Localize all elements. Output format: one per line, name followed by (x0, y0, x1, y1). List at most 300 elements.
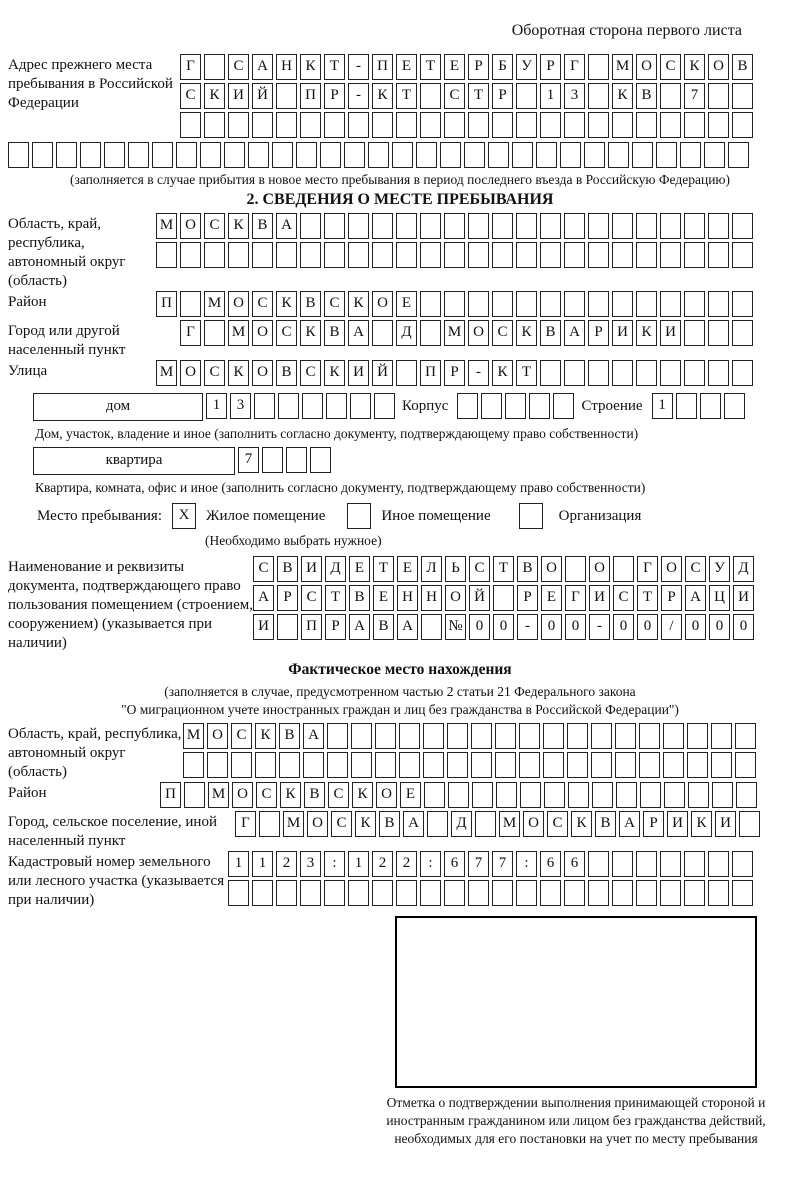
char-box[interactable]: С (204, 213, 225, 239)
char-box[interactable]: С (276, 320, 297, 346)
char-box[interactable] (310, 447, 331, 473)
char-box[interactable] (348, 242, 369, 268)
char-box[interactable] (204, 112, 225, 138)
stay-type-checkbox-other[interactable] (347, 503, 371, 529)
char-box[interactable]: Н (397, 585, 418, 611)
char-box[interactable] (708, 213, 729, 239)
char-box[interactable]: О (589, 556, 610, 582)
char-box[interactable]: О (252, 360, 273, 386)
char-box[interactable] (183, 752, 204, 778)
char-box[interactable]: А (403, 811, 424, 837)
char-box[interactable] (224, 142, 245, 168)
char-box[interactable] (516, 880, 537, 906)
char-box[interactable]: Т (637, 585, 658, 611)
char-box[interactable] (688, 782, 709, 808)
char-box[interactable] (372, 112, 393, 138)
char-box[interactable] (481, 393, 502, 419)
char-box[interactable]: 1 (540, 83, 561, 109)
char-box[interactable] (492, 213, 513, 239)
char-box[interactable] (493, 585, 514, 611)
char-box[interactable] (588, 54, 609, 80)
char-box[interactable] (516, 112, 537, 138)
char-box[interactable] (687, 723, 708, 749)
char-box[interactable]: С (660, 54, 681, 80)
char-box[interactable] (516, 291, 537, 317)
char-box[interactable] (468, 880, 489, 906)
char-box[interactable]: Р (492, 83, 513, 109)
char-box[interactable]: Т (516, 360, 537, 386)
char-box[interactable]: 6 (540, 851, 561, 877)
char-box[interactable] (704, 142, 725, 168)
char-box[interactable]: К (352, 782, 373, 808)
char-box[interactable] (735, 752, 756, 778)
char-box[interactable] (176, 142, 197, 168)
char-box[interactable]: В (595, 811, 616, 837)
char-box[interactable]: В (373, 614, 394, 640)
char-box[interactable]: С (547, 811, 568, 837)
char-box[interactable]: М (156, 360, 177, 386)
char-box[interactable] (553, 393, 574, 419)
char-box[interactable] (592, 782, 613, 808)
char-box[interactable] (475, 811, 496, 837)
char-box[interactable]: Р (324, 83, 345, 109)
char-box[interactable]: И (733, 585, 754, 611)
char-box[interactable]: : (516, 851, 537, 877)
char-box[interactable] (708, 851, 729, 877)
char-box[interactable] (512, 142, 533, 168)
char-box[interactable] (248, 142, 269, 168)
char-box[interactable]: М (183, 723, 204, 749)
char-box[interactable] (228, 112, 249, 138)
char-box[interactable] (591, 752, 612, 778)
char-box[interactable] (612, 880, 633, 906)
char-box[interactable] (564, 880, 585, 906)
char-box[interactable]: М (228, 320, 249, 346)
char-box[interactable] (636, 242, 657, 268)
char-box[interactable] (231, 752, 252, 778)
char-box[interactable] (660, 213, 681, 239)
char-box[interactable] (228, 242, 249, 268)
char-box[interactable] (588, 83, 609, 109)
char-box[interactable] (567, 752, 588, 778)
char-box[interactable] (372, 242, 393, 268)
char-box[interactable] (664, 782, 685, 808)
char-box[interactable] (300, 242, 321, 268)
char-box[interactable] (568, 782, 589, 808)
char-box[interactable]: В (276, 360, 297, 386)
char-box[interactable]: В (252, 213, 273, 239)
char-box[interactable]: К (300, 320, 321, 346)
char-box[interactable]: 3 (564, 83, 585, 109)
char-box[interactable] (204, 54, 225, 80)
char-box[interactable] (536, 142, 557, 168)
char-box[interactable] (543, 723, 564, 749)
char-box[interactable] (540, 291, 561, 317)
char-box[interactable]: С (253, 556, 274, 582)
char-box[interactable] (612, 851, 633, 877)
char-box[interactable] (468, 213, 489, 239)
char-box[interactable]: С (331, 811, 352, 837)
char-box[interactable]: Т (325, 585, 346, 611)
char-box[interactable] (326, 393, 347, 419)
char-box[interactable] (421, 614, 442, 640)
char-box[interactable] (351, 752, 372, 778)
char-box[interactable] (543, 752, 564, 778)
char-box[interactable] (684, 360, 705, 386)
char-box[interactable] (700, 393, 721, 419)
char-box[interactable] (104, 142, 125, 168)
char-box[interactable] (660, 851, 681, 877)
char-box[interactable]: К (516, 320, 537, 346)
char-box[interactable]: 0 (685, 614, 706, 640)
char-box[interactable]: В (540, 320, 561, 346)
char-box[interactable] (732, 242, 753, 268)
char-box[interactable] (468, 291, 489, 317)
char-box[interactable]: И (228, 83, 249, 109)
char-box[interactable] (396, 112, 417, 138)
char-box[interactable]: Р (643, 811, 664, 837)
char-box[interactable] (712, 782, 733, 808)
char-box[interactable]: Р (468, 54, 489, 80)
char-box[interactable]: К (492, 360, 513, 386)
char-box[interactable] (708, 242, 729, 268)
char-box[interactable]: В (517, 556, 538, 582)
char-box[interactable]: 0 (709, 614, 730, 640)
char-box[interactable] (636, 360, 657, 386)
char-box[interactable] (396, 242, 417, 268)
char-box[interactable] (8, 142, 29, 168)
char-box[interactable] (350, 393, 371, 419)
char-box[interactable] (708, 880, 729, 906)
char-box[interactable]: 7 (684, 83, 705, 109)
char-box[interactable] (396, 880, 417, 906)
char-box[interactable] (564, 213, 585, 239)
char-box[interactable]: Г (235, 811, 256, 837)
char-box[interactable]: - (517, 614, 538, 640)
char-box[interactable] (732, 112, 753, 138)
char-box[interactable] (636, 851, 657, 877)
char-box[interactable]: В (279, 723, 300, 749)
char-box[interactable]: 1 (348, 851, 369, 877)
char-box[interactable] (468, 242, 489, 268)
char-box[interactable] (348, 112, 369, 138)
char-box[interactable] (324, 880, 345, 906)
char-box[interactable] (608, 142, 629, 168)
char-box[interactable]: В (349, 585, 370, 611)
char-box[interactable]: Г (565, 585, 586, 611)
char-box[interactable] (564, 291, 585, 317)
char-box[interactable]: С (256, 782, 277, 808)
char-box[interactable]: Д (325, 556, 346, 582)
char-box[interactable]: Е (373, 585, 394, 611)
char-box[interactable] (348, 213, 369, 239)
char-box[interactable]: К (636, 320, 657, 346)
char-box[interactable] (588, 291, 609, 317)
char-box[interactable]: 0 (733, 614, 754, 640)
char-box[interactable] (588, 880, 609, 906)
char-box[interactable] (252, 242, 273, 268)
char-box[interactable]: К (684, 54, 705, 80)
char-box[interactable] (252, 112, 273, 138)
char-box[interactable]: Ц (709, 585, 730, 611)
char-box[interactable] (416, 142, 437, 168)
char-box[interactable]: О (541, 556, 562, 582)
char-box[interactable] (516, 83, 537, 109)
char-box[interactable] (259, 811, 280, 837)
char-box[interactable]: 0 (541, 614, 562, 640)
char-box[interactable] (324, 112, 345, 138)
char-box[interactable]: М (444, 320, 465, 346)
char-box[interactable]: П (301, 614, 322, 640)
char-box[interactable]: Е (397, 556, 418, 582)
char-box[interactable] (615, 752, 636, 778)
char-box[interactable] (540, 242, 561, 268)
char-box[interactable] (560, 142, 581, 168)
char-box[interactable] (464, 142, 485, 168)
char-box[interactable]: Т (493, 556, 514, 582)
char-box[interactable] (636, 291, 657, 317)
char-box[interactable] (732, 213, 753, 239)
char-box[interactable] (392, 142, 413, 168)
char-box[interactable]: В (732, 54, 753, 80)
char-box[interactable] (423, 723, 444, 749)
char-box[interactable] (344, 142, 365, 168)
char-box[interactable]: С (324, 291, 345, 317)
char-box[interactable]: Е (396, 291, 417, 317)
char-box[interactable] (180, 112, 201, 138)
char-box[interactable]: Е (396, 54, 417, 80)
char-box[interactable] (255, 752, 276, 778)
char-box[interactable]: К (348, 291, 369, 317)
char-box[interactable] (540, 880, 561, 906)
char-box[interactable] (254, 393, 275, 419)
char-box[interactable]: - (348, 54, 369, 80)
char-box[interactable]: О (307, 811, 328, 837)
char-box[interactable]: А (348, 320, 369, 346)
char-box[interactable] (204, 242, 225, 268)
char-box[interactable]: О (708, 54, 729, 80)
char-box[interactable] (732, 320, 753, 346)
char-box[interactable]: А (397, 614, 418, 640)
char-box[interactable]: С (685, 556, 706, 582)
char-box[interactable] (472, 782, 493, 808)
char-box[interactable] (440, 142, 461, 168)
char-box[interactable] (588, 112, 609, 138)
char-box[interactable]: С (444, 83, 465, 109)
char-box[interactable]: Н (421, 585, 442, 611)
char-box[interactable]: 1 (228, 851, 249, 877)
char-box[interactable] (276, 242, 297, 268)
char-box[interactable] (180, 291, 201, 317)
char-box[interactable]: К (324, 360, 345, 386)
char-box[interactable] (680, 142, 701, 168)
char-box[interactable] (427, 811, 448, 837)
char-box[interactable]: 0 (613, 614, 634, 640)
char-box[interactable] (663, 723, 684, 749)
char-box[interactable]: О (468, 320, 489, 346)
char-box[interactable] (636, 112, 657, 138)
char-box[interactable]: К (612, 83, 633, 109)
char-box[interactable] (420, 83, 441, 109)
char-box[interactable] (228, 880, 249, 906)
char-box[interactable]: 3 (230, 393, 251, 419)
char-box[interactable]: К (228, 213, 249, 239)
char-box[interactable]: 2 (396, 851, 417, 877)
char-box[interactable]: С (300, 360, 321, 386)
char-box[interactable] (684, 880, 705, 906)
char-box[interactable] (488, 142, 509, 168)
char-box[interactable] (732, 851, 753, 877)
char-box[interactable]: / (661, 614, 682, 640)
char-box[interactable]: 2 (276, 851, 297, 877)
char-box[interactable] (327, 752, 348, 778)
char-box[interactable]: И (589, 585, 610, 611)
char-box[interactable]: Д (451, 811, 472, 837)
stay-type-checkbox-residential[interactable]: X (172, 503, 196, 529)
char-box[interactable] (588, 851, 609, 877)
char-box[interactable]: А (253, 585, 274, 611)
char-box[interactable] (80, 142, 101, 168)
char-box[interactable] (444, 880, 465, 906)
char-box[interactable]: В (636, 83, 657, 109)
char-box[interactable] (420, 242, 441, 268)
char-box[interactable] (684, 213, 705, 239)
char-box[interactable]: А (303, 723, 324, 749)
char-box[interactable] (375, 723, 396, 749)
char-box[interactable] (277, 614, 298, 640)
char-box[interactable] (591, 723, 612, 749)
char-box[interactable]: О (228, 291, 249, 317)
char-box[interactable] (495, 752, 516, 778)
char-box[interactable]: Т (324, 54, 345, 80)
char-box[interactable]: С (231, 723, 252, 749)
char-box[interactable] (739, 811, 760, 837)
char-box[interactable]: К (204, 83, 225, 109)
char-box[interactable]: У (709, 556, 730, 582)
char-box[interactable] (708, 320, 729, 346)
char-box[interactable]: М (283, 811, 304, 837)
char-box[interactable] (399, 723, 420, 749)
char-box[interactable] (200, 142, 221, 168)
char-box[interactable]: М (204, 291, 225, 317)
char-box[interactable] (372, 880, 393, 906)
char-box[interactable]: К (228, 360, 249, 386)
char-box[interactable] (588, 360, 609, 386)
char-box[interactable]: Т (420, 54, 441, 80)
char-box[interactable] (447, 752, 468, 778)
char-box[interactable] (156, 242, 177, 268)
char-box[interactable]: И (348, 360, 369, 386)
char-box[interactable] (372, 320, 393, 346)
char-box[interactable]: О (445, 585, 466, 611)
char-box[interactable]: Г (637, 556, 658, 582)
char-box[interactable] (444, 112, 465, 138)
char-box[interactable] (204, 320, 225, 346)
char-box[interactable] (276, 880, 297, 906)
char-box[interactable]: И (715, 811, 736, 837)
char-box[interactable] (708, 112, 729, 138)
char-box[interactable] (468, 112, 489, 138)
char-box[interactable] (711, 723, 732, 749)
char-box[interactable] (588, 213, 609, 239)
char-box[interactable] (300, 213, 321, 239)
char-box[interactable]: - (468, 360, 489, 386)
char-box[interactable] (471, 752, 492, 778)
char-box[interactable]: О (207, 723, 228, 749)
char-box[interactable] (519, 752, 540, 778)
char-box[interactable]: 0 (469, 614, 490, 640)
char-box[interactable] (660, 880, 681, 906)
char-box[interactable]: 3 (300, 851, 321, 877)
char-box[interactable]: Л (421, 556, 442, 582)
char-box[interactable] (612, 213, 633, 239)
char-box[interactable] (296, 142, 317, 168)
char-box[interactable] (708, 291, 729, 317)
char-box[interactable] (351, 723, 372, 749)
char-box[interactable] (399, 752, 420, 778)
char-box[interactable]: 6 (444, 851, 465, 877)
char-box[interactable] (529, 393, 550, 419)
char-box[interactable] (286, 447, 307, 473)
char-box[interactable]: О (661, 556, 682, 582)
char-box[interactable] (420, 291, 441, 317)
char-box[interactable]: Е (541, 585, 562, 611)
char-box[interactable]: Е (349, 556, 370, 582)
char-box[interactable] (676, 393, 697, 419)
char-box[interactable] (632, 142, 653, 168)
char-box[interactable]: 7 (492, 851, 513, 877)
char-box[interactable] (639, 752, 660, 778)
char-box[interactable] (684, 242, 705, 268)
char-box[interactable] (684, 112, 705, 138)
char-box[interactable]: О (180, 213, 201, 239)
char-box[interactable] (279, 752, 300, 778)
char-box[interactable] (300, 112, 321, 138)
char-box[interactable] (724, 393, 745, 419)
char-box[interactable]: К (355, 811, 376, 837)
char-box[interactable]: С (492, 320, 513, 346)
char-box[interactable]: 6 (564, 851, 585, 877)
char-box[interactable]: Р (661, 585, 682, 611)
char-box[interactable]: С (301, 585, 322, 611)
char-box[interactable] (684, 291, 705, 317)
char-box[interactable] (348, 880, 369, 906)
char-box[interactable] (656, 142, 677, 168)
char-box[interactable]: О (180, 360, 201, 386)
char-box[interactable]: С (252, 291, 273, 317)
char-box[interactable] (564, 112, 585, 138)
char-box[interactable] (732, 83, 753, 109)
char-box[interactable] (660, 291, 681, 317)
char-box[interactable] (471, 723, 492, 749)
char-box[interactable] (56, 142, 77, 168)
char-box[interactable]: Г (180, 54, 201, 80)
char-box[interactable] (564, 360, 585, 386)
char-box[interactable] (636, 213, 657, 239)
char-box[interactable] (324, 213, 345, 239)
char-box[interactable] (567, 723, 588, 749)
char-box[interactable]: Ь (445, 556, 466, 582)
char-box[interactable]: Т (373, 556, 394, 582)
char-box[interactable]: К (571, 811, 592, 837)
char-box[interactable]: М (208, 782, 229, 808)
char-box[interactable]: Й (252, 83, 273, 109)
char-box[interactable] (278, 393, 299, 419)
char-box[interactable] (492, 291, 513, 317)
char-box[interactable] (564, 242, 585, 268)
char-box[interactable]: К (280, 782, 301, 808)
char-box[interactable]: И (301, 556, 322, 582)
